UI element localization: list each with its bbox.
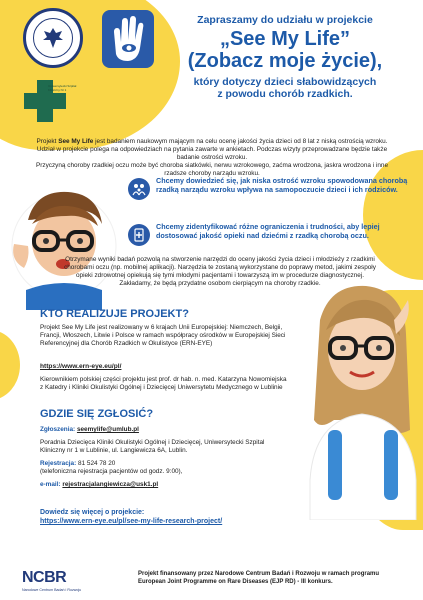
section-heading-who: KTO REALIZUJE PROJEKT?: [40, 308, 189, 320]
callout-wellbeing: [128, 176, 410, 200]
email-label: e-mail:: [40, 481, 61, 488]
clinic-address: Poradnia Dziecięca Kliniki Okulistyki Ogólnej i Dziecięcej, Uniwersytecki Szpital Kliniczny nr 1 w Lublinie, ul. Langiewicza 6A, Lublin.: [40, 439, 265, 454]
apply-label: Zgłoszenia:: [40, 426, 76, 433]
funding-note: Projekt finansowany przez Narodowe Centrum Badań i Rozwoju w ramach programu European Joint Programme on Rare Diseases (EJP RD) - III konkurs.: [138, 571, 380, 585]
ncbr-logo-sub: Narodowe Centrum Badań i Rozwoju: [22, 588, 82, 592]
ncbr-logo: [22, 569, 81, 592]
registration-email-link[interactable]: rejestracjalangiewicza@usk1.pl: [62, 481, 159, 488]
registration-label: Rejestracja:: [40, 460, 77, 467]
decor-yellow-blob: [0, 330, 20, 400]
ncbr-logo-text: NCBR: [22, 569, 67, 586]
project-title: „See My Life”: [219, 28, 351, 50]
intro-text: Projekt See My Life jest badaniem naukowym mającym na celu ocenę jakości życia dzieci od 8 lat z niską ostrością wzroku. Udział w projekcie polega na odpowiedziach na pytania zawarte w ankietach. Podczas wizyty przeprowadzane będzie także badanie ostrości wzroku. Przyczyną choroby rzadkiej oczu może być choroba siatkówki, nerwu wzrokowego, zaćma wrodzona, jaskra wrodzona i inne rzadsze choroby narządu wzroku.: [36, 138, 388, 177]
more-info-label: Dowiedz się więcej o projekcie:: [40, 509, 145, 516]
callout-care: [128, 222, 410, 246]
project-lead-text: Kierownikiem polskiej części projektu jest prof. dr hab. n. med. Katarzyna Nowomiejska z Katedry i Kliniki Okulistyki Ogólnej i Dziecięcej Uniwersytetu Medycznego w Lublinie: [40, 376, 287, 391]
section-heading-where: GDZIE SIĘ ZGŁOSIĆ?: [40, 408, 154, 420]
boy-with-glasses-photo: [6, 180, 124, 310]
header-desc-1: który dotyczy dzieci słabowidzących: [193, 76, 377, 88]
header-invite: Zapraszamy do udziału w projekcie: [197, 14, 373, 26]
clinic-logo: [22, 78, 82, 128]
project-page-link[interactable]: https://www.ern-eye.eu/pl/see-my-life-research-project/: [40, 518, 223, 525]
callout-text: Chcemy zidentyfikować różne ograniczenia i trudności, aby lepiej dostosować jakość opieki nad dziećmi z rzadką chorobą oczu.: [156, 222, 380, 240]
section-who-text: Projekt See My Life jest realizowany w 6 krajach Unii Europejskiej: Niemczech, Belgii, Francji, Włoszech, Litwie i Polsce w ramach współpracy ośrodków w Europejskiej Sieci Referencyjnej dla Chorób Rzadkich w Okulistyce (ERN-EYE): [40, 324, 286, 347]
registration-hours: (telefoniczna rejestracja pacjentów od godz. 9:00),: [40, 468, 183, 475]
clinic-name: Uniwersytecki Szpital Kliniczny Nr 1: [48, 84, 77, 92]
girl-with-glasses-photo: [300, 280, 420, 520]
family-icon: [128, 178, 150, 200]
project-title-translation: (Zobacz moje życie),: [187, 50, 383, 72]
header-desc-2: z powodu chorób rzadkich.: [217, 88, 353, 100]
contact-block: [40, 426, 290, 489]
medical-clipboard-icon: [128, 224, 150, 246]
callout-text: Chcemy dowiedzieć się, jak niska ostrość wzroku spowodowana chorobą rzadką narządu wzroku wpływa na samopoczucie dzieci i ich rodziców.: [156, 176, 408, 194]
results-text: Otrzymane wyniki badań pozwolą na stworzenie narzędzi do oceny jakości życia dzieci i młodzieży z rzadkimi chorobami oczu (np. mobilnej aplikacji). Narzędzia te zostaną wykorzystane do poprawy metod, jakimi zespoły opieki zdrowotnej opiekują się tymi młodymi pacjentami i towarzyszą im w procedurze diagnostycznej. Zakładamy, że będą przydatne osobom cierpiącym na choroby rzadkie.: [64, 256, 376, 287]
eagle-icon: [40, 25, 66, 51]
university-logo: [23, 8, 83, 68]
ern-eye-link[interactable]: https://www.ern-eye.eu/pl/: [40, 363, 122, 370]
apply-email-link[interactable]: seemylife@umlub.pl: [76, 426, 139, 433]
registration-phone[interactable]: 81 524 78 20: [78, 460, 116, 467]
hand-eye-logo: [100, 8, 156, 70]
more-info: [40, 508, 222, 526]
page-header: [160, 14, 410, 100]
